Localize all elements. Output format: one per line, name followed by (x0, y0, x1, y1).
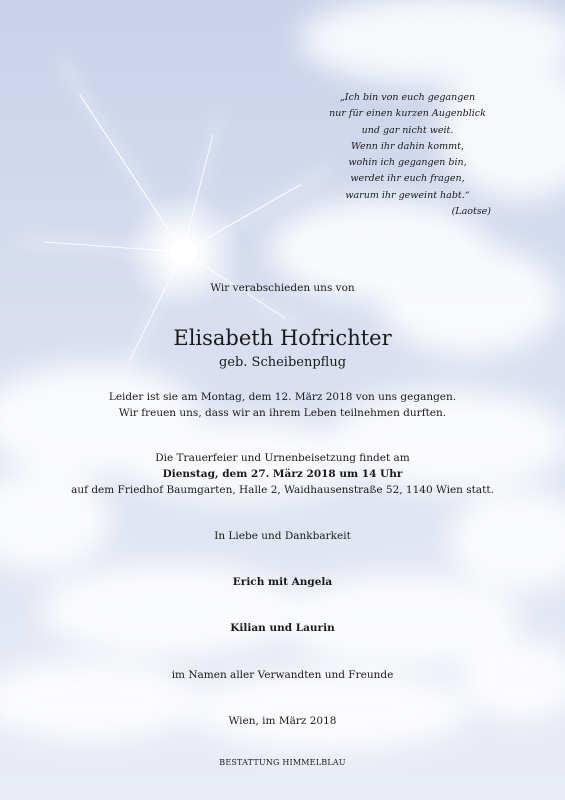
mourner-name: Erich mit Angela (232, 576, 333, 588)
ceremony-date-time: Dienstag, dem 27. März 2018 um 14 Uhr (162, 468, 403, 480)
intro-text: Wir verabschieden uns von (210, 282, 355, 294)
quote-line: und gar nicht weit. (361, 124, 454, 136)
mourner-name: Kilian und Laurin (230, 622, 335, 634)
ceremony-location: auf dem Friedhof Baumgarten, Halle 2, Waidhausenstraße 52, 1140 Wien statt. (71, 484, 494, 496)
quote-line: warum ihr geweint habt.“ (345, 189, 470, 201)
deceased-name: Elisabeth Hofrichter (173, 326, 392, 350)
ceremony-intro: Die Trauerfeier und Urnenbeisetzung findet am (155, 452, 410, 464)
relatives-text: im Namen aller Verwandten und Freunde (171, 669, 394, 681)
quote-line: nur für einen kurzen Augenblick (329, 108, 486, 120)
death-notice-line: Wir freuen uns, dass wir an ihrem Leben teilnehmen durften. (118, 407, 447, 419)
funeral-home-name: BESTATTUNG HIMMELBLAU (219, 758, 346, 767)
quote-block (310, 90, 505, 220)
quote-line: werdet ihr euch fragen, (350, 173, 465, 185)
quote-author: (Laotse) (451, 206, 491, 218)
quote-line: wohin ich gegangen bin, (348, 157, 467, 169)
death-notice-line: Leider ist sie am Montag, dem 12. März 2018 von uns gegangen. (108, 391, 457, 403)
closing-text: In Liebe und Dankbarkeit (214, 530, 351, 542)
place-date: Wien, im März 2018 (228, 715, 337, 727)
quote-line: „Ich bin von euch gegangen (339, 92, 476, 103)
deceased-birth-name: geb. Scheibenpflug (218, 355, 347, 370)
quote-line: Wenn ihr dahin kommt, (351, 140, 464, 152)
